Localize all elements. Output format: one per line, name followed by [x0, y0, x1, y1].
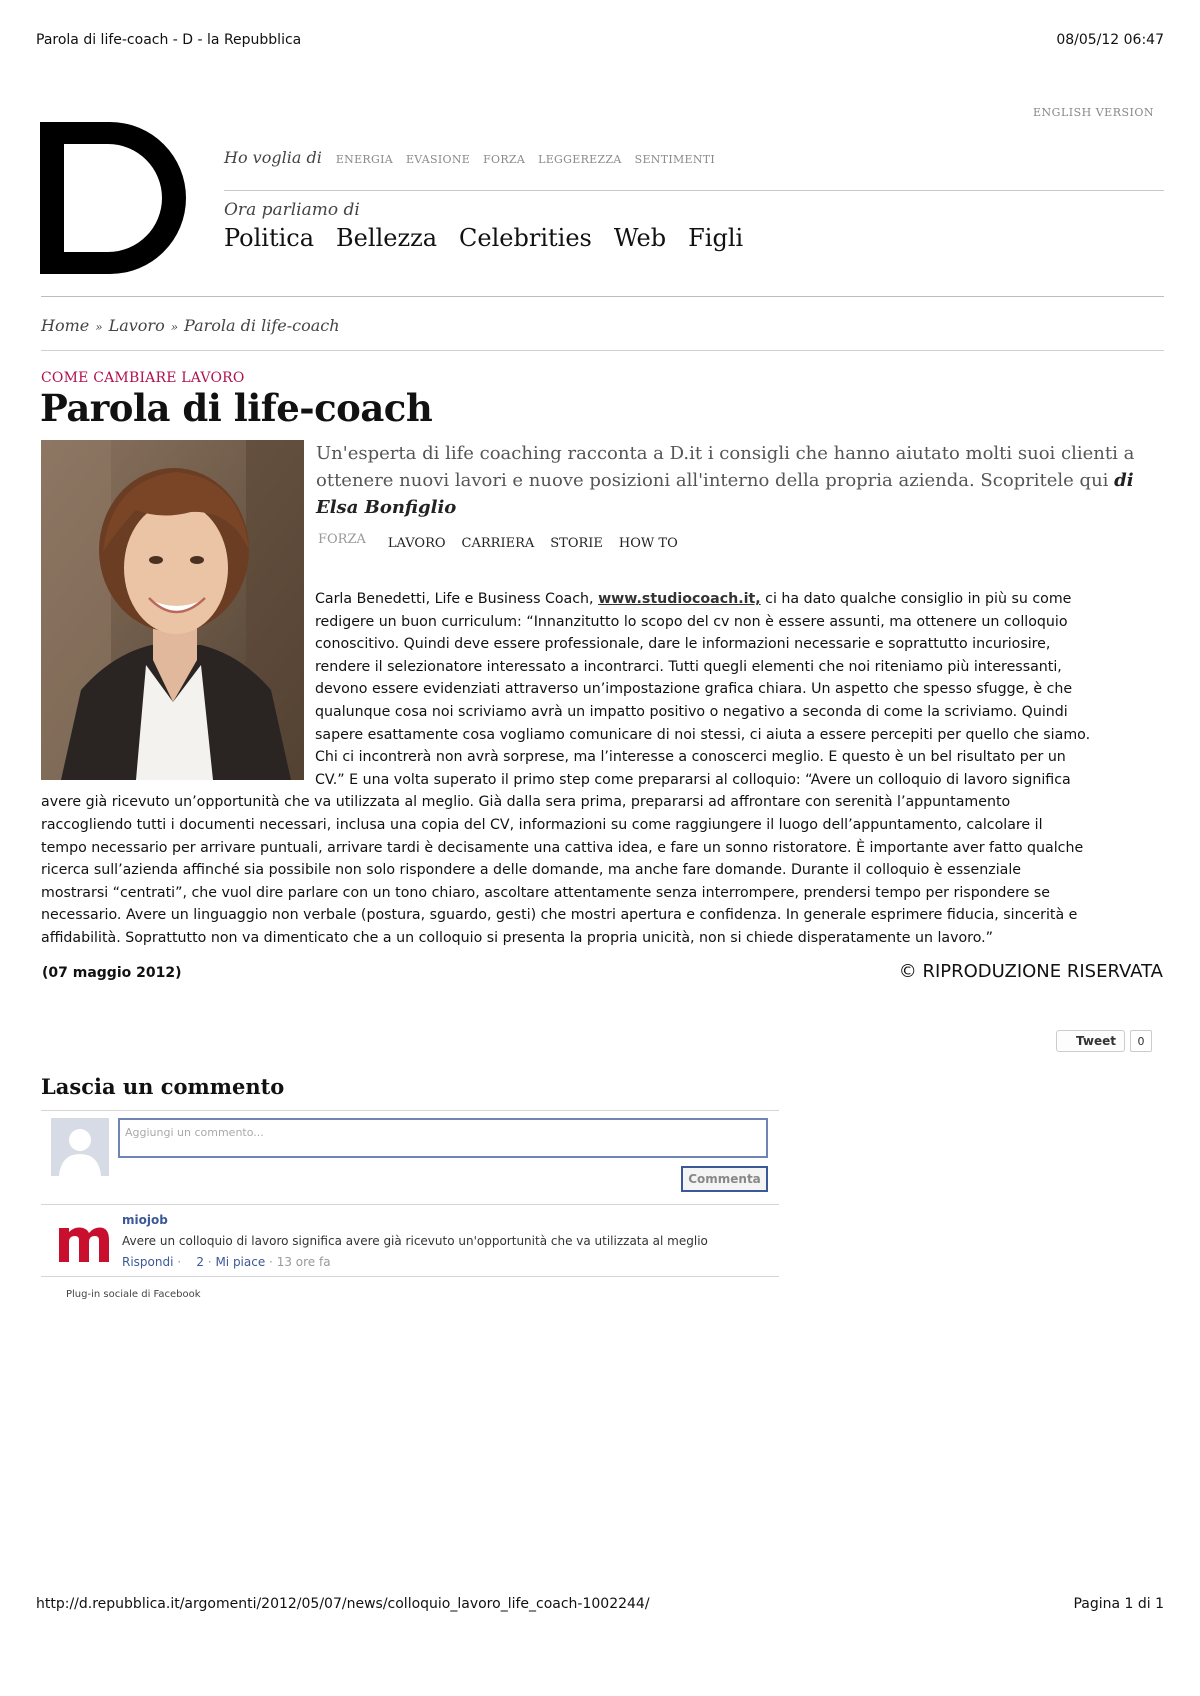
topic-link-politica[interactable]: Politica — [224, 224, 315, 252]
mood-nav-label: Ho voglia di — [224, 148, 322, 167]
body-line: avere già ricevuto un’opportunità che va utilizzata al meglio. Già dalla sera prima, prepararsi ad affrontare con serenità l’appuntamento — [41, 794, 1011, 811]
like-count: 2 — [196, 1255, 204, 1269]
like-link[interactable]: Mi piace — [215, 1255, 266, 1269]
english-version-link[interactable]: ENGLISH VERSION — [1033, 106, 1154, 119]
breadcrumb — [41, 316, 340, 335]
article-title: Parola di life-coach — [40, 386, 433, 430]
nav-divider — [41, 296, 1164, 297]
breadcrumb-separator: » — [95, 320, 103, 334]
tag-how-to[interactable]: HOW TO — [618, 536, 678, 551]
body-line: sapere esattamente cosa vogliamo comunicare di noi stessi, ci aiuta a essere percepiti per quello che siamo. — [315, 726, 1091, 743]
tag-storie[interactable]: STORIE — [550, 536, 603, 551]
body-line: redigere un buon curriculum: “Innanzitutto lo scopo del cv non è essere assunti, ma ottenere un colloquio — [315, 613, 1068, 630]
mood-link-energia[interactable]: ENERGIA — [335, 153, 393, 166]
comment-meta: Rispondi · 2 · Mi piace · 13 ore fa — [122, 1255, 331, 1269]
comments-heading: Lascia un commento — [41, 1074, 285, 1099]
article-lead-text: Un'esperta di life coaching racconta a D.it i consigli che hanno aiutato molti suoi clienti a ottenere nuovi lavori e nuove posizioni all'interno della propria azienda. Scopritele qui — [316, 443, 1135, 491]
topic-link-web[interactable]: Web — [613, 224, 667, 252]
article-date: (07 maggio 2012) — [42, 965, 182, 981]
print-datetime: 08/05/12 06:47 — [1056, 32, 1164, 48]
body-line: tempo necessario per arrivare puntuali, arrivare tardi è decisamente una cattiva idea, e fare un sonno ristoratore. È importante aver fatto qualche — [41, 839, 1084, 856]
body-line: CV.” E una volta superato il primo step come prepararsi al colloquio: “Avere un colloquio di lavoro significa — [315, 771, 1071, 788]
print-page-number: Pagina 1 di 1 — [1073, 1596, 1164, 1612]
body-line: raccogliendo tutti i documenti necessari, inclusa una copia del CV, informazioni su come raggiungere il luogo dell’appuntamento, calcolare il — [41, 816, 1043, 833]
print-page-title: Parola di life-coach - D - la Repubblica — [36, 32, 302, 48]
facebook-comments — [41, 1110, 779, 1280]
mood-link-forza[interactable]: FORZA — [483, 153, 526, 166]
print-header — [36, 32, 1164, 52]
comment-author[interactable]: miojob — [122, 1213, 168, 1227]
tag-lavoro[interactable]: LAVORO — [387, 536, 446, 551]
comments-top-divider — [41, 1110, 779, 1111]
tweet-button[interactable] — [1056, 1030, 1125, 1052]
site-logo[interactable] — [40, 122, 200, 274]
mood-link-sentimenti[interactable]: SENTIMENTI — [634, 153, 716, 166]
topic-link-celebrities[interactable]: Celebrities — [459, 224, 592, 252]
body-line: rendere il selezionatore interessato a incontrarci. Tutti quegli elementi che noi riteniamo più interessanti, — [315, 658, 1062, 675]
article-body — [41, 588, 1163, 950]
topic-link-bellezza[interactable]: Bellezza — [336, 224, 438, 252]
tag-forza[interactable]: FORZA — [318, 532, 366, 547]
article-tags — [318, 532, 694, 551]
print-footer — [36, 1596, 1164, 1616]
body-line: necessario. Avere un linguaggio non verbale (postura, sguardo, gesti) che mostri apertura e confidenza. In generale esprimere fiducia, sincerità e — [41, 907, 1078, 924]
tag-carriera[interactable]: CARRIERA — [461, 536, 535, 551]
comments-bottom-divider — [41, 1276, 779, 1277]
body-line: affidabilità. Soprattutto non va dimenticato che a un colloquio si presenta la propria unicità, non si chiede disperatamente un lavoro.” — [41, 929, 993, 946]
article-lead — [316, 440, 1162, 521]
facebook-plugin-label: Plug-in sociale di Facebook — [66, 1289, 201, 1300]
topics-nav — [224, 224, 765, 252]
mood-nav — [224, 148, 728, 172]
avatar — [51, 1118, 109, 1176]
d-logo-icon — [40, 122, 200, 274]
body-line: mostrarsi “centrati”, che vuol dire parlare con un tono chiaro, ascoltare attentamente senza interrompere, prendersi tempo per rispondere se — [41, 884, 1050, 901]
reply-link[interactable]: Rispondi — [122, 1255, 174, 1269]
topics-nav-label: Ora parliamo di — [224, 200, 360, 220]
comment-input[interactable]: Aggiungi un commento... — [118, 1118, 768, 1158]
breadcrumb-home[interactable]: Home — [41, 316, 90, 335]
article-author[interactable]: di Elsa Bonfiglio — [316, 470, 1134, 518]
breadcrumb-current: Parola di life-coach — [184, 316, 340, 335]
body-line: qualunque cosa noi scriviamo avrà un impatto positivo o negativo a seconda di come la scriviamo. Quindi — [315, 703, 1068, 720]
topic-link-figli[interactable]: Figli — [688, 224, 744, 252]
breadcrumb-lavoro[interactable]: Lavoro — [108, 316, 165, 335]
comments-divider — [41, 1204, 779, 1205]
header-divider — [224, 190, 1164, 191]
article-kicker[interactable]: COME CAMBIARE LAVORO — [41, 370, 245, 386]
studiocoach-link[interactable]: www.studiocoach.it, — [598, 591, 761, 607]
mood-link-leggerezza[interactable]: LEGGEREZZA — [538, 153, 622, 166]
breadcrumb-divider — [41, 350, 1164, 351]
breadcrumb-separator: » — [170, 320, 179, 334]
body-line: conoscitivo. Quindi deve essere professionale, dare le informazioni necessarie e soprattutto incuriosire, — [315, 636, 1051, 653]
tweet-label: Tweet — [1076, 1034, 1116, 1048]
body-line: Chi ci incontrerà non avrà sorprese, ma l’interesse a conoscerci meglio. E questo è un bel risultato per un — [315, 749, 1066, 766]
tweet-count: 0 — [1130, 1030, 1152, 1052]
comment-submit-button[interactable]: Commenta — [681, 1166, 768, 1192]
body-line: Carla Benedetti, Life e Business Coach, www.studiocoach.it, ci ha dato qualche consiglio in più su come — [315, 591, 1072, 607]
comment-time: 13 ore fa — [276, 1255, 331, 1269]
miojob-logo-icon — [55, 1218, 111, 1266]
comment-text: Avere un colloquio di lavoro significa avere già ricevuto un'opportunità che va utilizzata al meglio — [122, 1234, 708, 1248]
user-silhouette-icon — [51, 1118, 109, 1176]
mood-link-evasione[interactable]: EVASIONE — [405, 153, 471, 166]
body-line: devono essere evidenziati attraverso un’impostazione grafica chiara. Un aspetto che spesso sfugge, è che — [315, 681, 1073, 698]
body-line: ricerca sull’azienda affinché sia possibile non solo rispondere a delle domande, ma anche fare domande. Durante il colloquio è essenziale — [41, 862, 1022, 879]
copyright-notice: © RIPRODUZIONE RISERVATA — [898, 961, 1163, 982]
print-url: http://d.repubblica.it/argomenti/2012/05/07/news/colloquio_lavoro_life_coach-1002244/ — [36, 1596, 650, 1612]
